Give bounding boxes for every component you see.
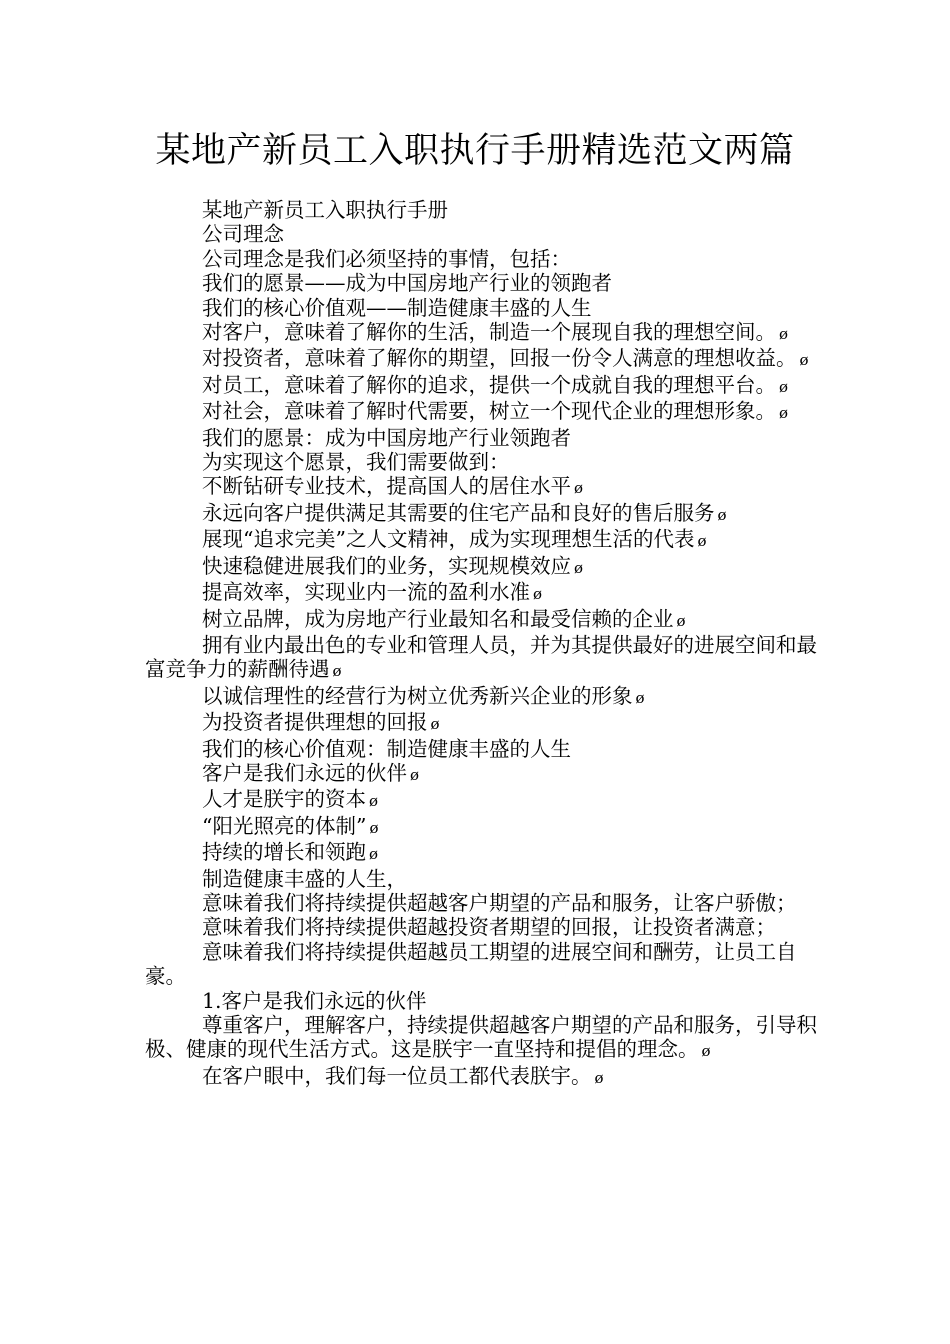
paragraph: 我们的愿景：成为中国房地产行业领跑者 — [202, 425, 571, 450]
paragraph-mark: ø — [701, 1042, 711, 1061]
paragraph-mark: ø — [697, 532, 707, 551]
paragraph: 意味着我们将持续提供超越员工期望的进展空间和酬劳，让员工自豪。 — [145, 939, 797, 989]
paragraph: 树立品牌，成为房地产行业最知名和最受信赖的企业 ø — [202, 606, 686, 631]
paragraph: “阳光照亮的体制” ø — [202, 813, 379, 838]
paragraph: 客户是我们永远的伙伴 ø — [202, 760, 420, 785]
paragraph: 我们的核心价值观：制造健康丰盛的人生 — [202, 736, 571, 761]
paragraph: 1.客户是我们永远的伙伴 — [202, 988, 427, 1013]
paragraph: 不断钻研专业技术，提高国人的居住水平 ø — [202, 474, 584, 499]
paragraph: 持续的增长和领跑 ø — [202, 840, 379, 865]
paragraph: 拥有业内最出色的专业和管理人员，并为其提供最好的进展空间和最富竞争力的薪酬待遇 ø — [145, 632, 817, 682]
paragraph-mark: ø — [410, 765, 420, 784]
paragraph: 展现“追求完美”之人文精神，成为实现理想生活的代表 ø — [202, 527, 707, 552]
paragraph: 对员工，意味着了解你的追求，提供一个成就自我的理想平台。 ø — [202, 372, 789, 397]
paragraph: 提高效率，实现业内一流的盈利水准 ø — [202, 580, 543, 605]
paragraph: 以诚信理性的经营行为树立优秀新兴企业的形象 ø — [202, 683, 645, 708]
paragraph: 对社会，意味着了解时代需要，树立一个现代企业的理想形象。 ø — [202, 399, 789, 424]
document-title: 某地产新员工入职执行手册精选范文两篇 — [155, 131, 795, 171]
paragraph-mark: ø — [574, 479, 584, 498]
paragraph-mark: ø — [799, 351, 809, 370]
paragraph-mark: ø — [533, 585, 543, 604]
document-body — [145, 198, 825, 1090]
paragraph-mark: ø — [594, 1068, 604, 1087]
paragraph-mark: ø — [779, 377, 789, 396]
paragraph: 制造健康丰盛的人生， — [202, 866, 407, 891]
paragraph-mark: ø — [717, 505, 727, 524]
paragraph: 尊重客户，理解客户，持续提供超越客户期望的产品和服务，引导积极、健康的现代生活方式。这是朕宇一直坚持和提倡的理念。 ø — [145, 1013, 817, 1062]
paragraph-mark: ø — [635, 688, 645, 707]
paragraph-mark: ø — [430, 715, 440, 734]
paragraph-mark: ø — [779, 325, 789, 344]
paragraph-mark: ø — [369, 845, 379, 864]
paragraph-mark: ø — [369, 818, 379, 837]
paragraph-mark: ø — [779, 404, 789, 423]
paragraph: 永远向客户提供满足其需要的住宅产品和良好的售后服务 ø — [202, 500, 727, 525]
paragraph: 为实现这个愿景，我们需要做到： — [202, 450, 510, 475]
paragraph-mark: ø — [574, 558, 584, 577]
paragraph-mark: ø — [676, 611, 686, 630]
paragraph: 为投资者提供理想的回报 ø — [202, 710, 440, 735]
paragraph: 某地产新员工入职执行手册 — [202, 198, 448, 222]
paragraph-mark: ø — [369, 792, 379, 811]
paragraph: 意味着我们将持续提供超越客户期望的产品和服务，让客户骄傲； — [202, 890, 797, 915]
paragraph: 在客户眼中，我们每一位员工都代表朕宇。 ø — [202, 1063, 604, 1088]
paragraph: 意味着我们将持续提供超越投资者期望的回报，让投资者满意； — [202, 915, 776, 940]
paragraph: 对投资者，意味着了解你的期望，回报一份令人满意的理想收益。 ø — [202, 346, 809, 371]
paragraph: 对客户，意味着了解你的生活，制造一个展现自我的理想空间。 ø — [202, 320, 789, 345]
paragraph: 公司理念是我们必须坚持的事情，包括： — [202, 246, 571, 271]
paragraph: 我们的愿景——成为中国房地产行业的领跑者 — [202, 271, 612, 296]
paragraph: 我们的核心价值观——制造健康丰盛的人生 — [202, 295, 592, 320]
paragraph: 人才是朕宇的资本 ø — [202, 787, 379, 812]
paragraph-mark: ø — [332, 662, 342, 681]
paragraph: 公司理念 — [202, 222, 284, 247]
paragraph: 快速稳健进展我们的业务，实现规模效应 ø — [202, 553, 584, 578]
